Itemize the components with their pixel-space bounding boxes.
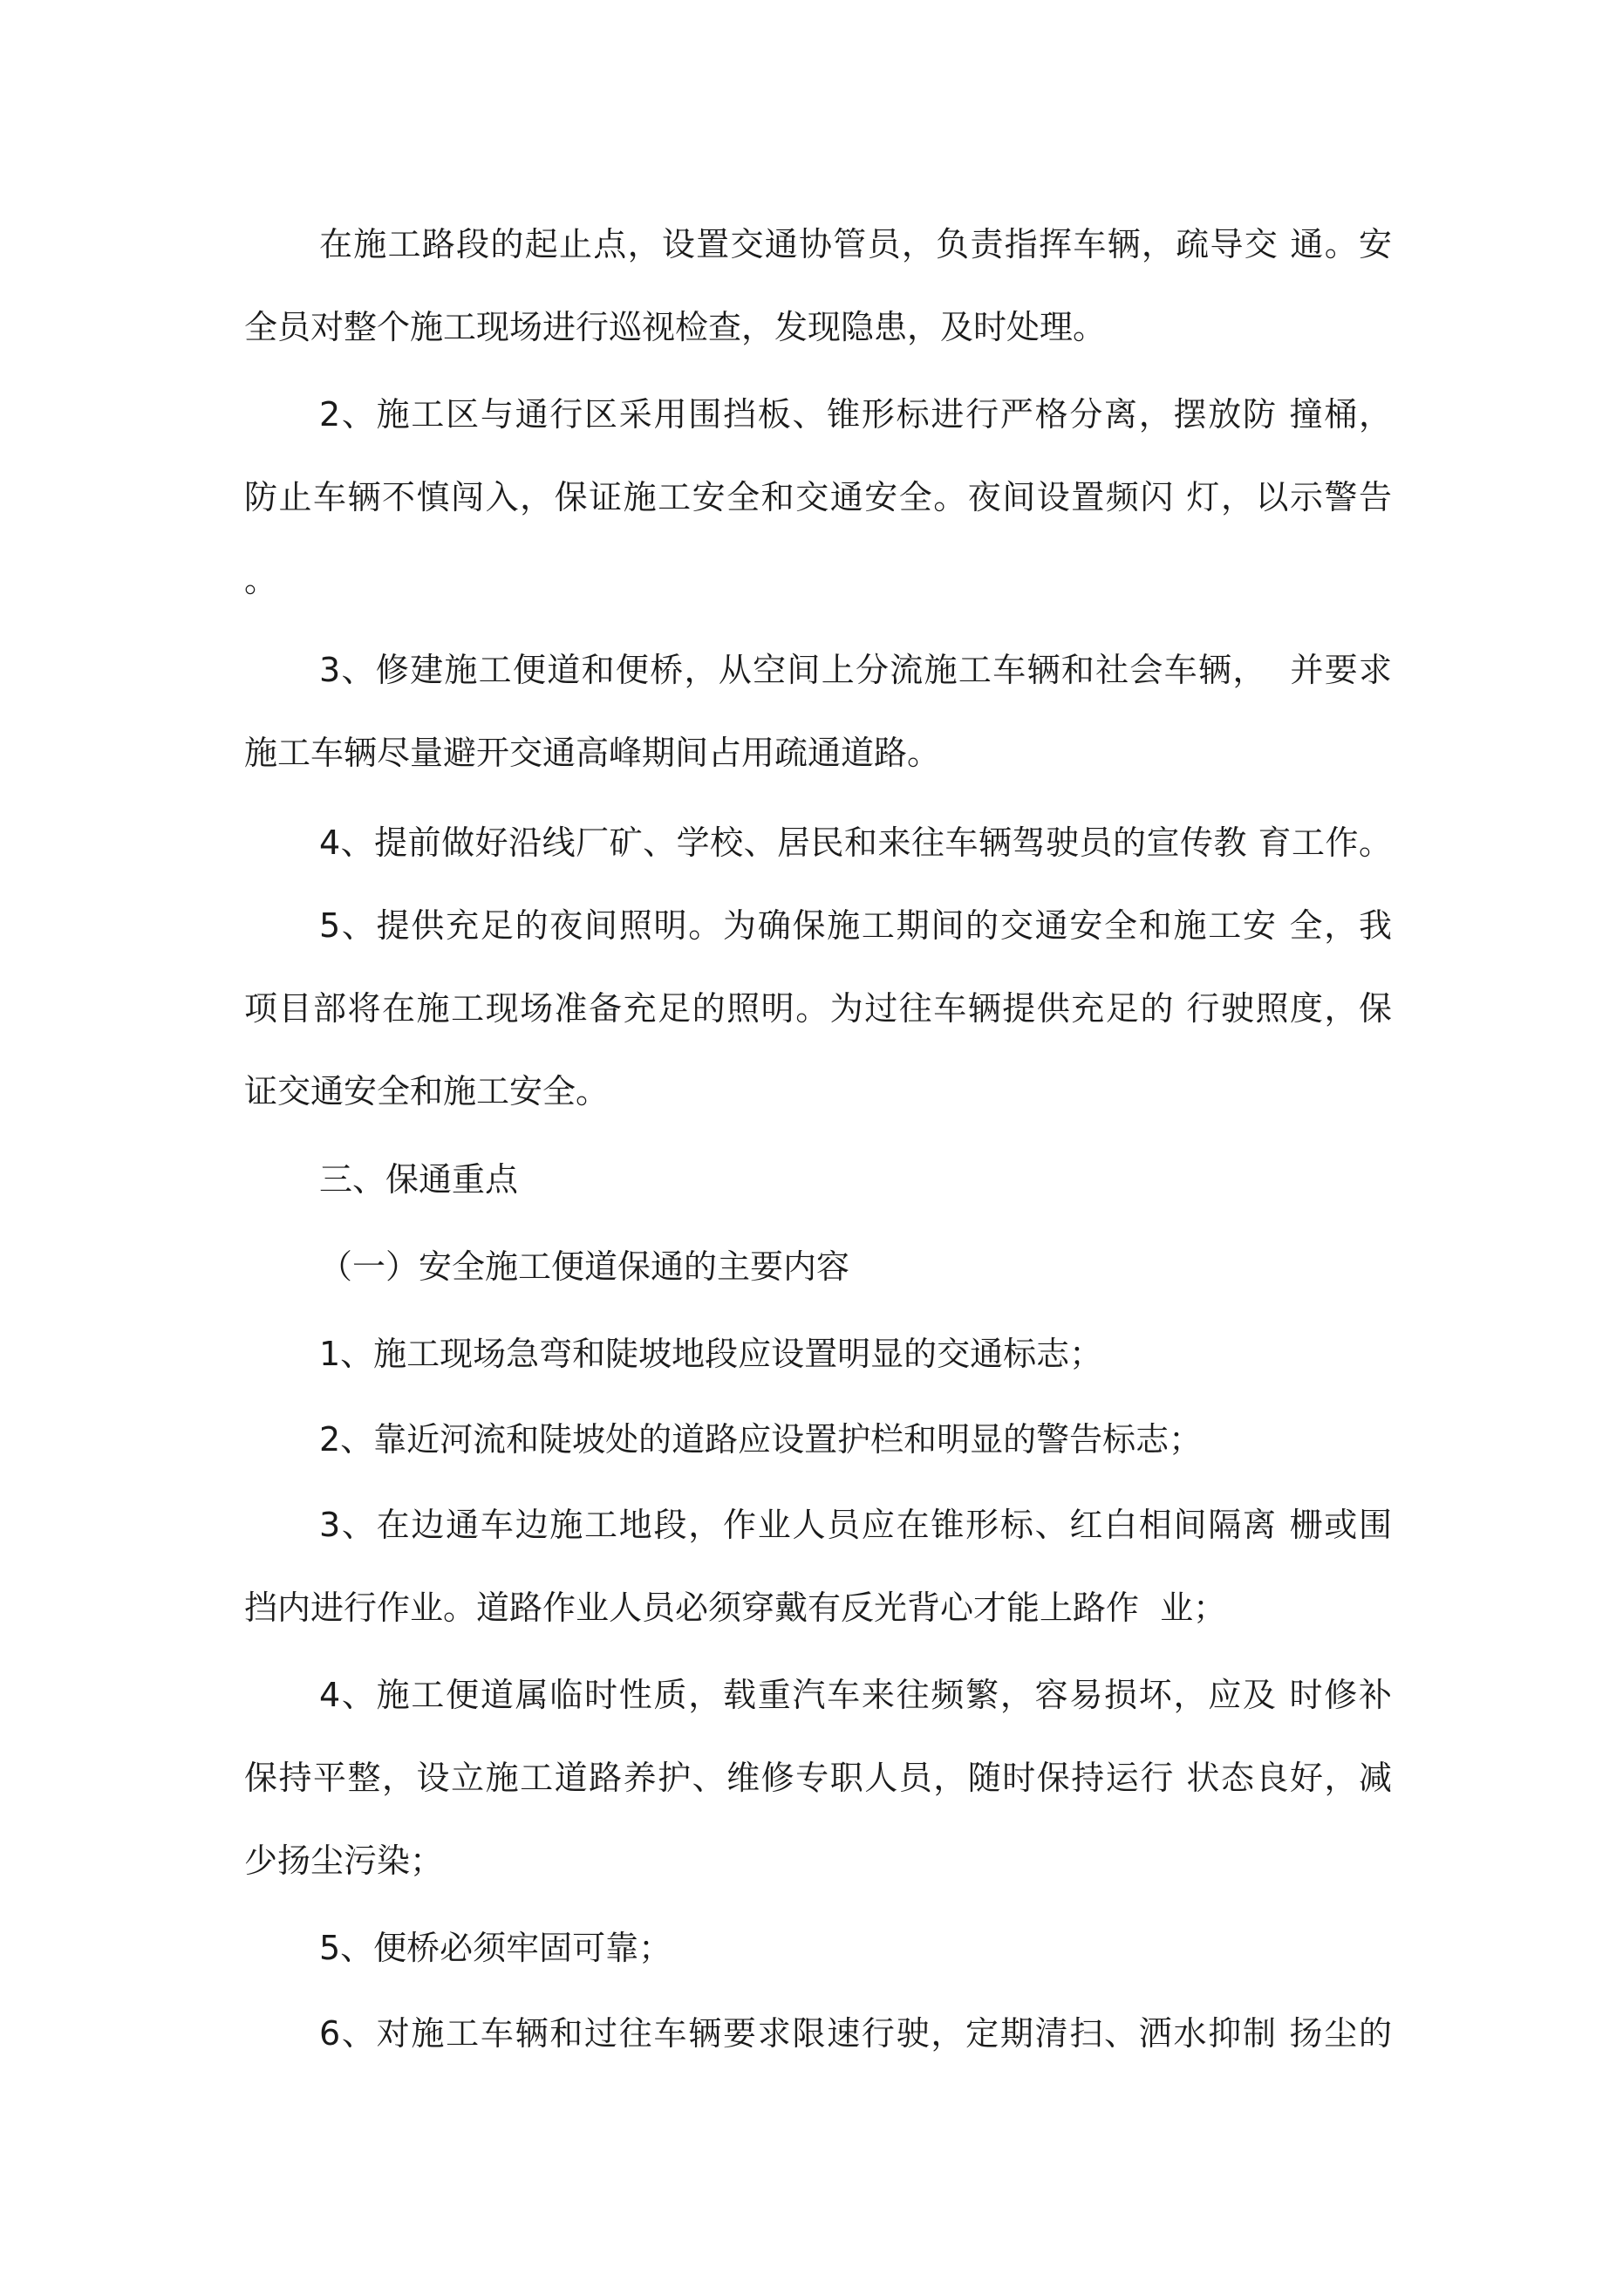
- text-line: [0, 2009, 1623, 2058]
- text-line: [0, 1500, 1623, 1549]
- paragraph-text: 全员对整个施工现场进行巡视检查，发现隐患，及时处理。: [244, 308, 1107, 346]
- paragraph-text: 3、修建施工便道和便桥，从空间上分流施工车辆和社会车辆， 并要求: [319, 651, 1392, 689]
- text-line: [0, 1583, 1623, 1632]
- text-line: [0, 556, 1623, 605]
- text-line: [0, 984, 1623, 1033]
- list-item-text: 保持平整，设立施工道路养护、维修专职人员，随时保持运行 状态良好，减: [244, 1759, 1392, 1797]
- list-item-text: 1、施工现场急弯和陡坡地段应设置明显的交通标志；: [319, 1335, 1103, 1373]
- text-line: [0, 303, 1623, 352]
- text-line: [0, 1415, 1623, 1464]
- text-line: [0, 1329, 1623, 1378]
- section-heading: [0, 1155, 1623, 1204]
- heading-text: 三、保通重点: [319, 1160, 519, 1199]
- paragraph-text: 项目部将在施工现场准备充足的照明。为过往车辆提供充足的 行驶照度，保: [244, 989, 1392, 1028]
- list-item-text: 挡内进行作业。道路作业人员必须穿戴有反光背心才能上路作 业；: [244, 1589, 1227, 1627]
- text-line: [0, 1836, 1623, 1885]
- list-item-text: 少扬尘污染；: [244, 1842, 444, 1880]
- text-line: [0, 728, 1623, 777]
- paragraph-text: 防止车辆不慎闯入，保证施工安全和交通安全。夜间设置频闪 灯，以示警告: [244, 478, 1392, 516]
- text-line: [0, 390, 1623, 439]
- paragraph-text: 2、施工区与通行区采用围挡板、锥形标进行严格分离，摆放防 撞桶，: [319, 395, 1392, 434]
- paragraph-text: 施工车辆尽量避开交通高峰期间占用疏通道路。: [244, 734, 941, 772]
- text-line: [0, 1067, 1623, 1116]
- paragraph-text: 在施工路段的起止点，设置交通协管员，负责指挥车辆，疏导交 通。安: [319, 225, 1392, 263]
- heading-text: （一）安全施工便道保通的主要内容: [319, 1247, 850, 1286]
- text-line: [0, 901, 1623, 950]
- text-line: [0, 1753, 1623, 1802]
- text-line: [0, 473, 1623, 522]
- list-item-text: 4、施工便道属临时性质，载重汽车来往频繁，容易损坏，应及 时修补: [319, 1676, 1392, 1714]
- paragraph-text: 5、提供充足的夜间照明。为确保施工期间的交通安全和施工安 全，我: [319, 906, 1392, 945]
- text-line: [0, 1924, 1623, 1972]
- list-item-text: 3、在边通车边施工地段，作业人员应在锥形标、红白相间隔离 栅或围: [319, 1506, 1392, 1544]
- list-item-text: 6、对施工车辆和过往车辆要求限速行驶，定期清扫、洒水抑制 扬尘的: [319, 2014, 1392, 2053]
- paragraph-text: 4、提前做好沿线厂矿、学校、居民和来往车辆驾驶员的宣传教 育工作。: [319, 823, 1392, 862]
- text-line: [0, 818, 1623, 867]
- paragraph-text: 。: [244, 561, 278, 599]
- text-line: [0, 220, 1623, 269]
- text-line: [0, 646, 1623, 694]
- paragraph-text: 证交通安全和施工安全。: [244, 1072, 610, 1110]
- list-item-text: 5、便桥必须牢固可靠；: [319, 1929, 672, 1967]
- subsection-heading: [0, 1242, 1623, 1291]
- list-item-text: 2、靠近河流和陡坡处的道路应设置护栏和明显的警告标志；: [319, 1420, 1203, 1459]
- text-line: [0, 1671, 1623, 1719]
